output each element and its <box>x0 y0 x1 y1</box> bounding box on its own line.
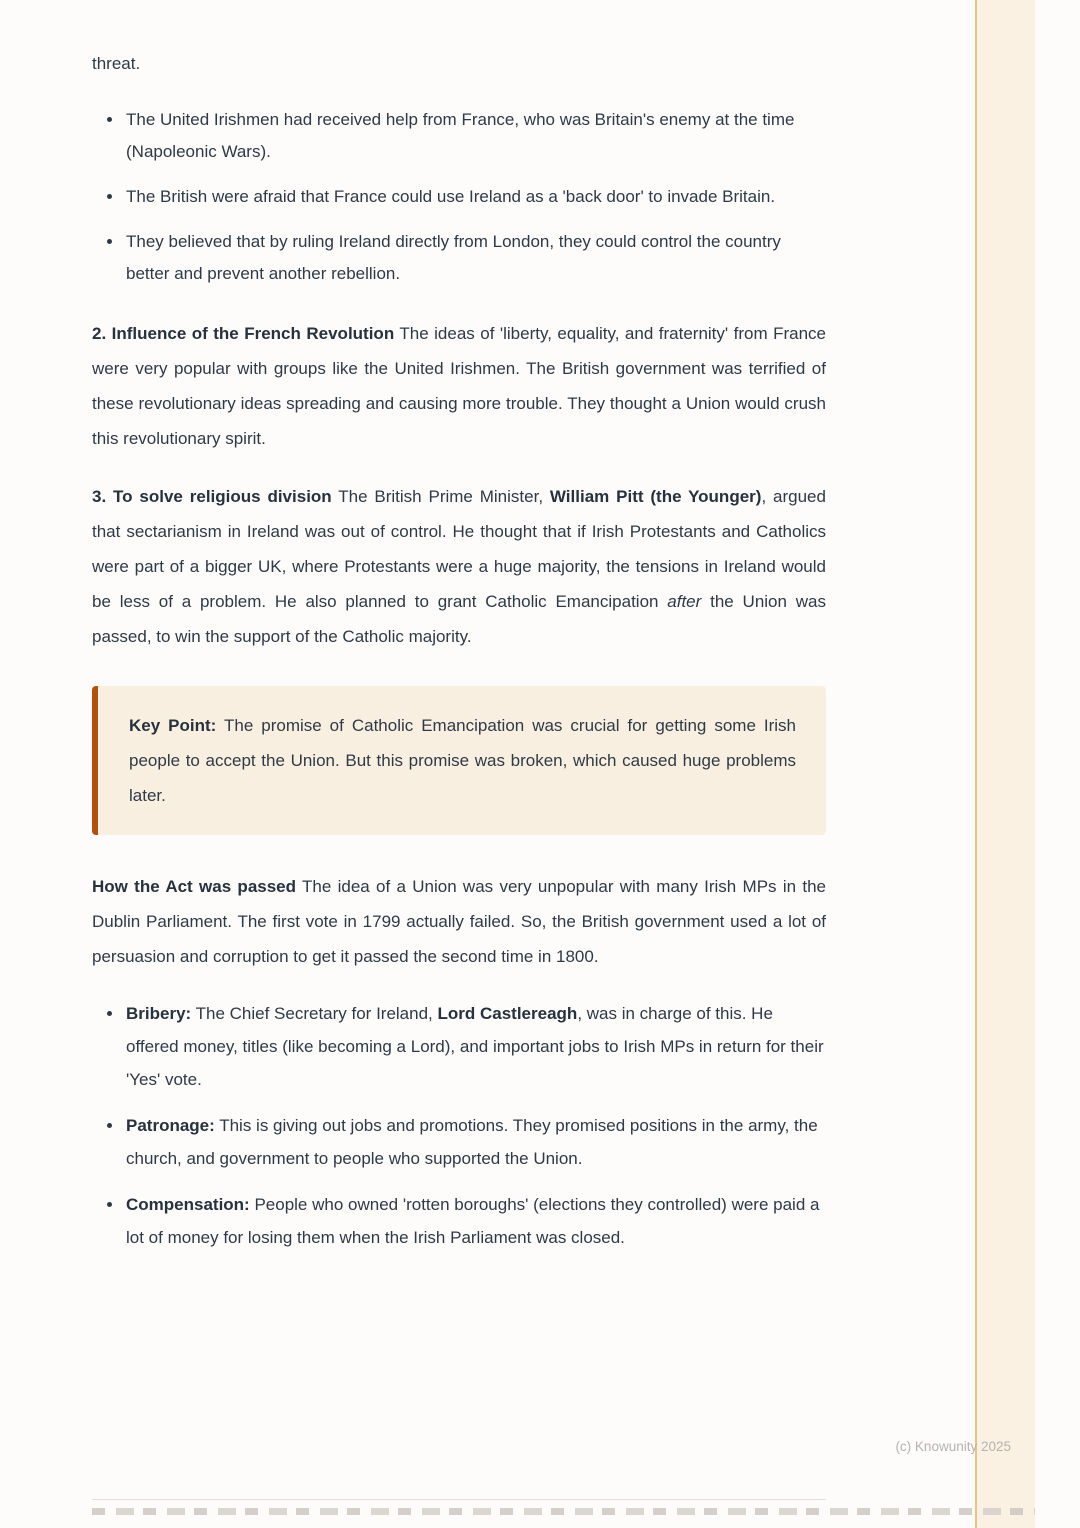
list-item-text: , was in charge of this. He offered money, titles (like becoming a Lord), and important jobs to Irish MPs in return for their 'Yes' vote. <box>126 1004 824 1089</box>
paragraph-text: The idea of a Union was very unpopular with many Irish MPs in the Dublin Parliament. The first vote in 1799 actually failed. So, the British government used a lot of persuasion and corruption to get it passed the second time in 1800. <box>92 877 826 966</box>
list-item <box>124 181 826 213</box>
list-item <box>124 1188 826 1254</box>
list-item-text: The United Irishmen had received help from France, who was Britain's enemy at the time (Napoleonic Wars). <box>126 110 795 161</box>
bold-name: William Pitt (the Younger) <box>549 487 762 506</box>
list-item-text: The British were afraid that France could use Ireland as a 'back door' to invade Britain. <box>126 187 776 206</box>
list-item-label: Patronage: <box>126 1116 215 1135</box>
paragraph-heading: 3. To solve religious division <box>92 487 332 506</box>
list-item <box>124 1109 826 1175</box>
list-item-text: They believed that by ruling Ireland directly from London, they could control the country better and prevent another rebellion. <box>126 232 781 283</box>
paragraph-text: the Union was passed, to win the support of the Catholic majority. <box>92 592 826 646</box>
bold-name: Lord Castlereagh <box>437 1004 578 1023</box>
list-item <box>124 226 826 290</box>
paragraph-heading: 2. Influence of the French Revolution <box>92 324 395 343</box>
cutoff-next-content <box>92 1508 1035 1515</box>
list-item <box>124 997 826 1096</box>
list-item-label: Bribery: <box>126 1004 192 1023</box>
page-right-margin-strip <box>975 0 1035 1528</box>
callout-label: Key Point: <box>129 716 217 735</box>
list-item-text: People who owned 'rotten boroughs' (elections they controlled) were paid a lot of money for losing them when the Irish Parliament was closed. <box>126 1195 820 1247</box>
paragraph-heading: How the Act was passed <box>92 877 297 896</box>
french-revolution-paragraph <box>92 316 826 456</box>
list-item-label: Compensation: <box>126 1195 250 1214</box>
italic-word: after <box>667 592 702 611</box>
section-divider <box>92 1499 826 1500</box>
paragraph-fragment: threat. <box>92 54 141 73</box>
callout-text: The promise of Catholic Emancipation was crucial for getting some Irish people to accept the Union. But this promise was broken, which caused huge problems later. <box>129 716 796 805</box>
knowunity-watermark: (c) Knowunity 2025 <box>895 1439 1011 1454</box>
religious-division-paragraph <box>92 479 826 654</box>
list-item-text: This is giving out jobs and promotions. They promised positions in the army, the church, and government to people who supported the Union. <box>126 1116 818 1168</box>
key-point-callout <box>92 686 826 835</box>
paragraph-text: The ideas of 'liberty, equality, and fraternity' from France were very popular with groups like the United Irishmen. The British government was terrified of these revolutionary ideas spreading and causing more trouble. They thought a Union would crush this revolutionary spirit. <box>92 324 826 448</box>
paragraph-text: The British Prime Minister, <box>331 487 550 506</box>
notes-content <box>92 48 826 1267</box>
corruption-methods-list <box>92 997 826 1254</box>
list-item <box>124 104 826 168</box>
paragraph-text: , argued that sectarianism in Ireland was out of control. He thought that if Irish Protestants and Catholics were part of a bigger UK, where Protestants were a huge majority, the tensions in Ireland would be less of a problem. He also planned to grant Catholic Emancipation <box>92 487 826 611</box>
list-item-text: The Chief Secretary for Ireland, <box>191 1004 438 1023</box>
union-reasons-list <box>92 104 826 290</box>
how-act-passed-paragraph <box>92 869 826 974</box>
